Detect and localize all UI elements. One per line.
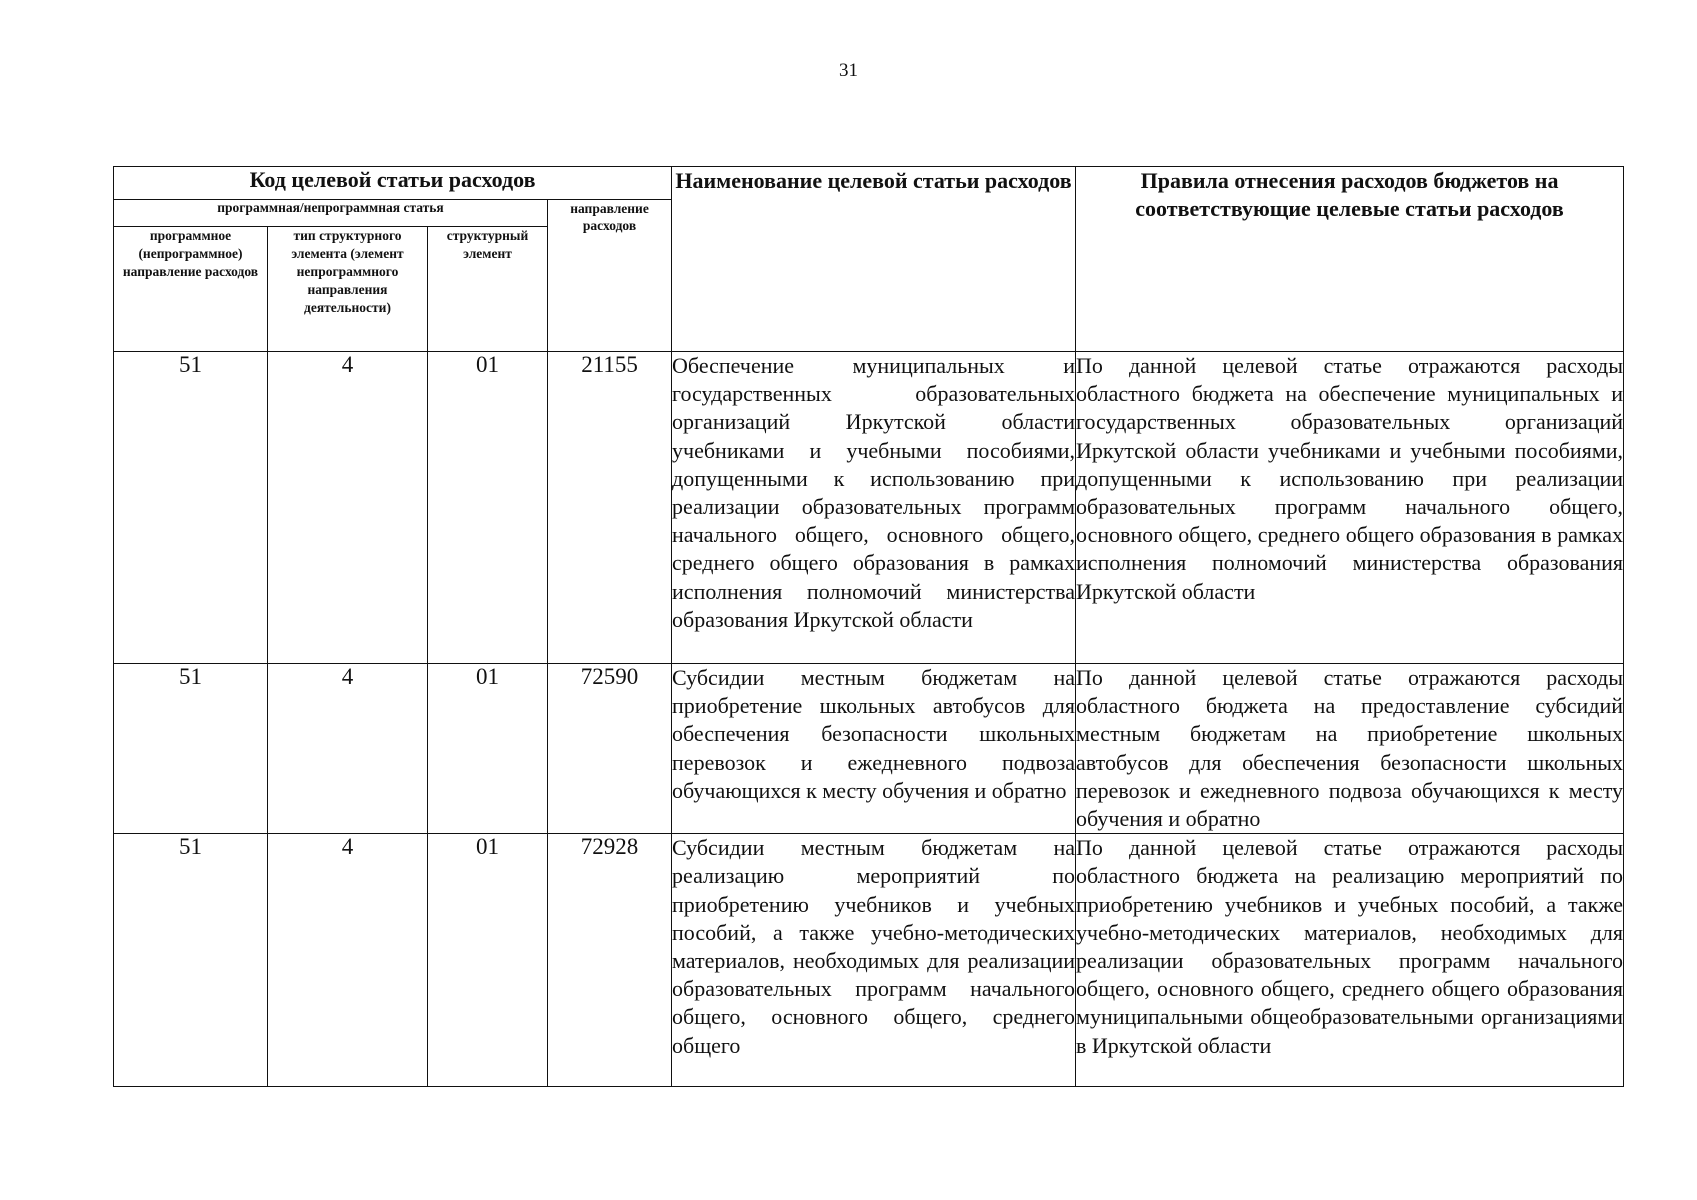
header-expense-direction: направление расходов	[548, 200, 672, 352]
cell-rule: По данной целевой статье отражаются расходы областного бюджета на обеспечение муниципальных и государственных образовательных организаций Иркутской области учебниками и учебными пособиями, допущенными к использованию при реализации образовательных программ начального общего, основного общего, среднего общего образования в рамках исполнения полномочий министерства образования Иркутской области	[1076, 352, 1624, 664]
cell-expense-direction: 21155	[548, 352, 672, 664]
header-row-1	[114, 167, 1624, 200]
cell-structural-type: 4	[268, 664, 428, 834]
cell-structural-type: 4	[268, 352, 428, 664]
table-row	[114, 664, 1624, 834]
table-row	[114, 352, 1624, 664]
header-code-group: Код целевой статьи расходов	[114, 167, 672, 200]
header-structural-type: тип структурного элемента (элемент непрограммного направления деятельности)	[268, 227, 428, 352]
header-program-direction: программное (непрограммное) направление расходов	[114, 227, 268, 352]
budget-classification-table	[113, 166, 1624, 1087]
cell-name: Обеспечение муниципальных и государственных образовательных организаций Иркутской области учебниками и учебными пособиями, допущенными к использованию при реализации образовательных программ начального общего, основного общего, среднего общего образования в рамках исполнения полномочий министерства образования Иркутской области	[672, 352, 1076, 664]
header-program-group: программная/непрограммная статья	[114, 200, 548, 227]
cell-structural-element: 01	[428, 664, 548, 834]
cell-name: Субсидии местным бюджетам на приобретение школьных автобусов для обеспечения безопасности школьных перевозок и ежедневного подвоза обучающихся к месту обучения и обратно	[672, 664, 1076, 834]
header-name: Наименование целевой статьи расходов	[672, 167, 1076, 352]
cell-program-direction: 51	[114, 834, 268, 1087]
cell-rule: По данной целевой статье отражаются расходы областного бюджета на предоставление субсидий местным бюджетам на приобретение школьных автобусов для обеспечения безопасности школьных перевозок и ежедневного подвоза обучающихся к месту обучения и обратно	[1076, 664, 1624, 834]
header-structural-element: структурный элемент	[428, 227, 548, 352]
table-row	[114, 834, 1624, 1087]
cell-program-direction: 51	[114, 352, 268, 664]
cell-expense-direction: 72928	[548, 834, 672, 1087]
header-rules: Правила отнесения расходов бюджетов на соответствующие целевые статьи расходов	[1076, 167, 1624, 352]
cell-rule: По данной целевой статье отражаются расходы областного бюджета на реализацию мероприятий по приобретению учебников и учебных пособий, а также учебно-методических материалов, необходимых для реализации образовательных программ начального общего, основного общего, среднего общего образования муниципальными общеобразовательными организациями в Иркутской области	[1076, 834, 1624, 1087]
cell-structural-type: 4	[268, 834, 428, 1087]
page-number: 31	[839, 60, 858, 81]
cell-name: Субсидии местным бюджетам на реализацию мероприятий по приобретению учебников и учебных пособий, а также учебно-методических материалов, необходимых для реализации образовательных программ начального общего, основного общего, среднего общего	[672, 835, 1076, 1058]
cell-structural-element: 01	[428, 834, 548, 1087]
cell-name-container	[672, 834, 1076, 1087]
cell-expense-direction: 72590	[548, 664, 672, 834]
cell-program-direction: 51	[114, 664, 268, 834]
cell-structural-element: 01	[428, 352, 548, 664]
